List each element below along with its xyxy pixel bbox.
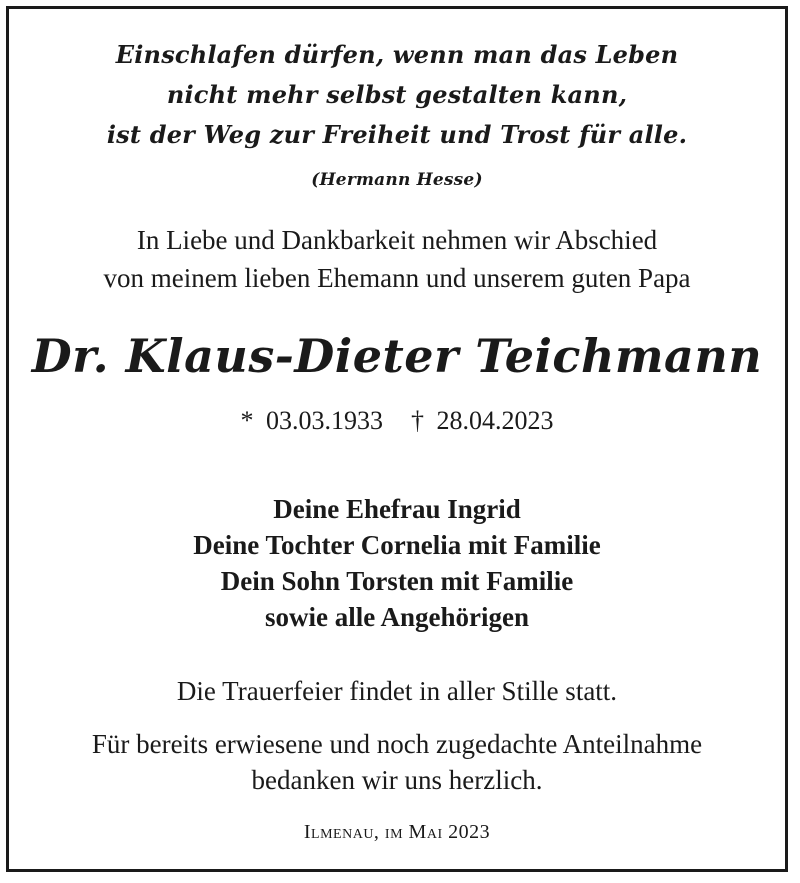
thanks-line: bedanken wir uns herzlich. — [251, 765, 543, 795]
deceased-name: Dr. Klaus-Dieter Teichmann — [31, 329, 763, 383]
intro-line: In Liebe und Dankbarkeit nehmen wir Abschied — [136, 225, 658, 255]
intro-line: von meinem lieben Ehemann und unserem guten Papa — [103, 263, 691, 293]
mourners-list — [9, 491, 785, 635]
funeral-note: Die Trauerfeier findet in aller Stille statt. — [176, 676, 618, 706]
life-dates — [9, 406, 785, 436]
birth-date: * 03.03.1933 — [240, 406, 383, 435]
intro-text — [9, 221, 785, 297]
poem-line: nicht mehr selbst gestalten kann, — [166, 80, 628, 109]
mourner-line: sowie alle Angehörigen — [265, 602, 529, 632]
poem — [9, 35, 785, 155]
obituary-notice — [6, 6, 788, 872]
place-date: Ilmenau, im Mai 2023 — [303, 821, 491, 843]
mourner-line: Deine Ehefrau Ingrid — [273, 494, 521, 524]
poem-author: (Hermann Hesse) — [311, 170, 483, 190]
death-date: † 28.04.2023 — [411, 406, 554, 435]
poem-line: ist der Weg zur Freiheit und Trost für alle. — [106, 120, 688, 149]
mourner-line: Dein Sohn Torsten mit Familie — [220, 566, 574, 596]
thanks-line: Für bereits erwiesene und noch zugedachte Anteilnahme — [91, 729, 703, 759]
thanks-text — [9, 726, 785, 798]
mourner-line: Deine Tochter Cornelia mit Familie — [193, 530, 601, 560]
poem-line: Einschlafen dürfen, wenn man das Leben — [115, 40, 679, 69]
